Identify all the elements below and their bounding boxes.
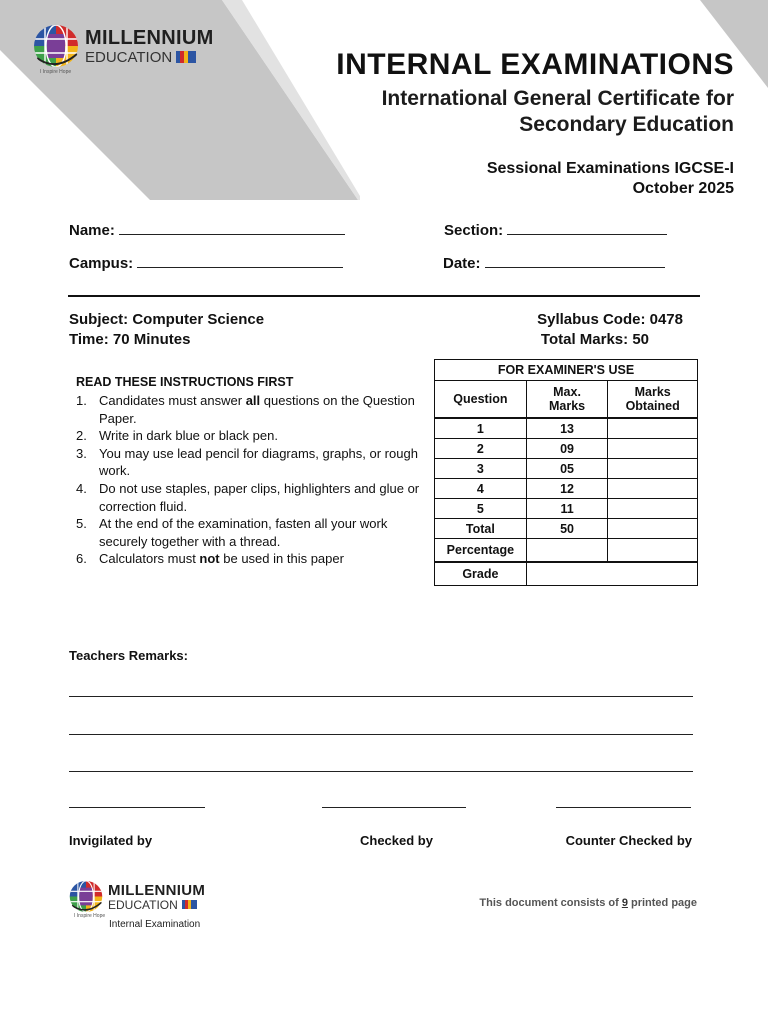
question-number: 5 (435, 499, 527, 519)
instruction-item (76, 392, 426, 427)
instruction-text: Candidates must answer (99, 393, 246, 408)
name-field[interactable] (69, 220, 345, 239)
examiner-table (434, 359, 698, 586)
top-logo (33, 24, 214, 68)
question-number: 3 (435, 459, 527, 479)
instruction-number: 5. (76, 516, 87, 532)
col-max-marks: Max. Marks (526, 381, 608, 419)
subtitle-line-1: International General Certificate for (381, 87, 734, 110)
campus-label: Campus: (69, 255, 134, 272)
instruction-item (76, 427, 426, 445)
page-count: 9 (621, 897, 628, 909)
marks-obtained-cell[interactable] (608, 418, 698, 439)
instruction-item (76, 480, 426, 515)
brand-tagline: I Inspire Hope (40, 69, 72, 75)
instruction-number: 2. (76, 428, 87, 444)
max-marks: 09 (526, 439, 608, 459)
date-field[interactable] (443, 253, 665, 272)
campus-field[interactable] (69, 253, 343, 272)
name-blank[interactable] (119, 220, 345, 235)
flag-bars-icon (182, 900, 197, 909)
instruction-emphasis: not (199, 551, 220, 567)
col-marks-obtained: Marks Obtained (608, 381, 698, 419)
checked-signature-line[interactable] (322, 807, 466, 808)
table-row (435, 459, 698, 479)
counter-checked-by: Counter Checked by (565, 833, 692, 848)
page-title: INTERNAL EXAMINATIONS (336, 48, 734, 81)
question-number: 1 (435, 418, 527, 439)
remarks-line-2[interactable] (69, 734, 693, 735)
brand-name: MILLENNIUM (85, 26, 214, 49)
page-count-suffix: printed page (627, 897, 697, 909)
instruction-item (76, 550, 426, 568)
col-question: Question (435, 381, 527, 419)
footer-logo (69, 880, 205, 913)
total-obtained-cell[interactable] (608, 519, 698, 539)
instructions-title: READ THESE INSTRUCTIONS FIRST (76, 375, 294, 389)
instruction-text-end: be used in this paper (219, 551, 344, 567)
max-marks: 12 (526, 479, 608, 499)
total-marks: Total Marks: 50 (540, 331, 649, 348)
percentage-cell-1[interactable] (526, 539, 608, 563)
max-marks: 11 (526, 499, 608, 519)
subject: Subject: Computer Science (69, 311, 265, 328)
invigilated-by: Invigilated by (69, 833, 153, 848)
counter-checked-signature-line[interactable] (556, 807, 691, 808)
section-blank[interactable] (507, 220, 667, 235)
invigilated-signature-line[interactable] (69, 807, 205, 808)
max-marks: 05 (526, 459, 608, 479)
time: Time: 70 Minutes (69, 331, 191, 348)
table-row (435, 499, 698, 519)
grade-cell[interactable] (526, 562, 697, 586)
grade-label: Grade (435, 562, 527, 586)
marks-obtained-cell[interactable] (608, 459, 698, 479)
instruction-text: At the end of the examination, fasten all your work securely together with a thread. (99, 516, 388, 549)
brand-sub: EDUCATION (85, 48, 173, 66)
instruction-text-end: questions on the Question Paper. (99, 393, 415, 426)
flag-bars-icon (176, 51, 196, 63)
instruction-text: You may use lead pencil for diagrams, graphs, or rough work. (99, 445, 418, 479)
marks-obtained-cell[interactable] (608, 439, 698, 459)
instructions-list (76, 392, 426, 568)
section-label: Section: (444, 222, 504, 239)
question-number: 2 (435, 439, 527, 459)
section-field[interactable] (444, 220, 667, 239)
instruction-text: Write in dark blue or black pen. (99, 428, 278, 444)
instruction-number: 4. (76, 480, 87, 496)
table-row (435, 479, 698, 499)
marks-obtained-cell[interactable] (608, 479, 698, 499)
instruction-item (76, 445, 426, 480)
percentage-label: Percentage (435, 539, 527, 563)
instruction-text: Do not use staples, paper clips, highlighters and glue or correction fluid. (99, 480, 420, 514)
checked-by: Checked by (360, 833, 433, 848)
examiner-table-title: FOR EXAMINER'S USE (435, 360, 698, 381)
instruction-item (76, 515, 426, 550)
teachers-remarks-label: Teachers Remarks: (69, 648, 188, 663)
divider (68, 295, 700, 297)
page-count-note (479, 897, 697, 909)
page-count-prefix: This document consists of (479, 897, 622, 909)
max-marks: 13 (526, 418, 608, 439)
session-line-2: October 2025 (632, 180, 734, 197)
instruction-number: 1. (76, 393, 87, 408)
date-blank[interactable] (485, 253, 665, 268)
footer-brand-tagline: I Inspire Hope (74, 913, 106, 919)
instruction-emphasis: all (245, 393, 261, 408)
footer-brand-sub: EDUCATION (108, 897, 178, 912)
remarks-line-1[interactable] (69, 696, 693, 697)
name-label: Name: (69, 222, 115, 239)
globe-logo-icon (69, 880, 103, 913)
subtitle-line-2: Secondary Education (519, 113, 734, 136)
percentage-cell-2[interactable] (608, 539, 698, 563)
instruction-number: 3. (76, 445, 87, 461)
globe-logo-icon (33, 24, 79, 68)
date-label: Date: (443, 255, 481, 272)
remarks-line-3[interactable] (69, 771, 693, 772)
table-row (435, 439, 698, 459)
total-label: Total (435, 519, 527, 539)
marks-obtained-cell[interactable] (608, 499, 698, 519)
table-row (435, 418, 698, 439)
footer-brand-name: MILLENNIUM (108, 881, 206, 899)
instruction-text: Calculators must (99, 551, 200, 567)
question-number: 4 (435, 479, 527, 499)
campus-blank[interactable] (137, 253, 343, 268)
syllabus-code: Syllabus Code: 0478 (537, 311, 683, 328)
footer-internal-examination: Internal Examination (109, 919, 201, 930)
session-line-1: Sessional Examinations IGCSE-I (486, 160, 734, 177)
instruction-number: 6. (76, 551, 87, 567)
total-value: 50 (526, 519, 608, 539)
